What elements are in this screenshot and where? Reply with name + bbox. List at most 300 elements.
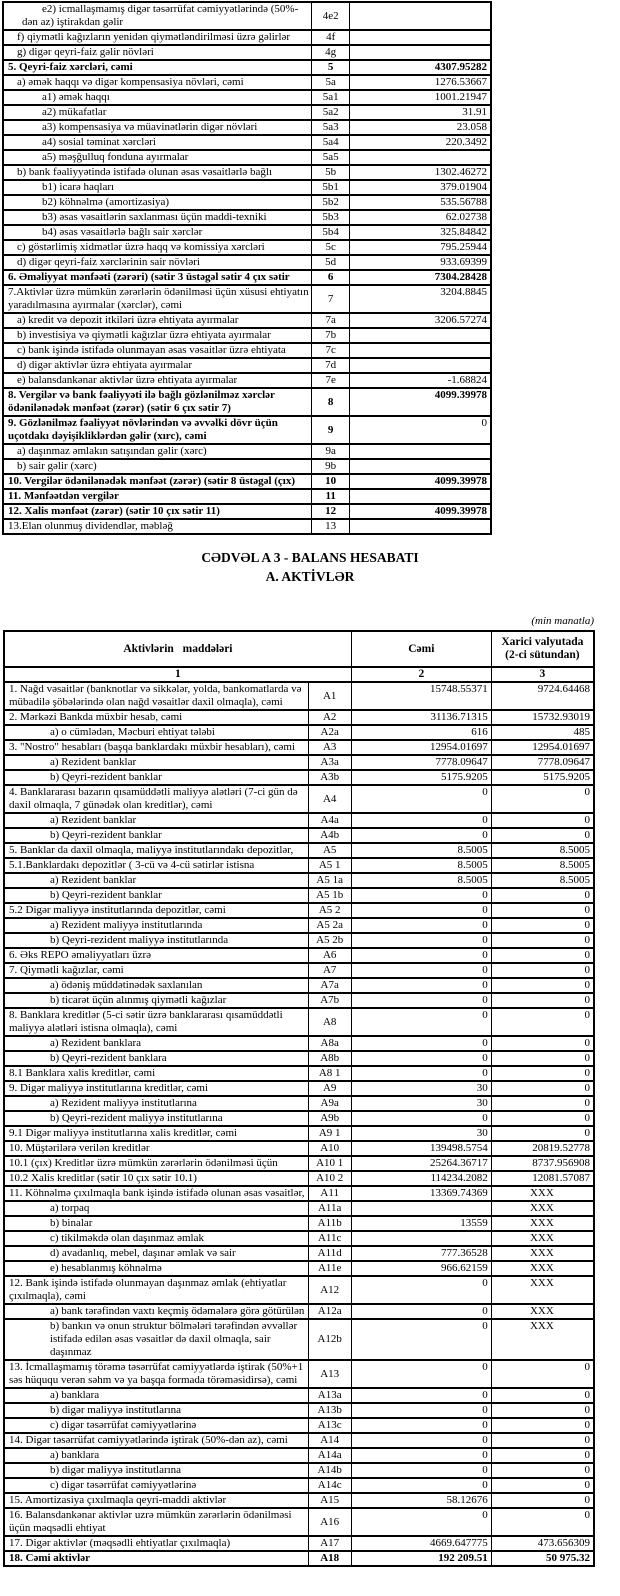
row-value: 62.02738 [350, 210, 491, 225]
row-value-total: 31136.71315 [351, 710, 491, 725]
row-code: 9a [312, 444, 350, 459]
row-value-total: 0 [351, 828, 491, 843]
row-value: 4099.39978 [350, 388, 491, 416]
row-code: 5b3 [312, 210, 350, 225]
row-label: 6. Əməliyyat mənfəəti (zərəri) (sətir 3 üstəgəl sətir 4 çıx sətir [3, 270, 312, 285]
row-value-total: 25264.36717 [351, 1156, 491, 1171]
row-label: 1. Nağd vəsaitlər (banknotlar və sikkələr, yolda, bankomatlarda və mübadilə şöbələrində olan nağd vəsaitlər daxil olmaqla), cəmi [4, 682, 308, 710]
row-code: 7d [312, 358, 350, 373]
row-value-foreign: 7778.09647 [491, 755, 594, 770]
row-label: b) ticarət üçün alınmış qiymətli kağızlar [4, 993, 308, 1008]
row-code: A8b [308, 1051, 351, 1066]
row-value-foreign: 0 [491, 1111, 594, 1126]
row-code: 13 [312, 519, 350, 534]
table-row [4, 1051, 594, 1066]
row-label: 8. Banklara kreditlər (5-ci sətir üzrə banklararası qısamüddətli maliyyə alətləri istisna olmaqla), cəmi [4, 1008, 308, 1036]
row-label: b) Qeyri-rezident maliyyə institutlarında [4, 933, 308, 948]
row-code: 6 [312, 270, 350, 285]
row-code: A8a [308, 1036, 351, 1051]
row-value-total: 0 [351, 1066, 491, 1081]
row-value-foreign: 0 [491, 1360, 594, 1388]
row-value-foreign: 0 [491, 1463, 594, 1478]
row-value-total: 192 209.51 [351, 1551, 491, 1566]
row-code: A7 [308, 963, 351, 978]
row-label: e) balansdankənar aktivlər üzrə ehtiyata ayırmalar [3, 373, 312, 388]
row-value: 0 [350, 416, 491, 444]
row-value-total: 0 [351, 993, 491, 1008]
row-code: 4f [312, 30, 350, 45]
row-label: 10. Müştərilərə verilən kreditlər [4, 1141, 308, 1156]
row-value-total [351, 1201, 491, 1216]
row-value-foreign: 9724.64468 [491, 682, 594, 710]
row-value-total: 4669.647775 [351, 1536, 491, 1551]
row-label: b) digər maliyyə institutlarına [4, 1403, 308, 1418]
row-code: A8 1 [308, 1066, 351, 1081]
row-value-foreign: 0 [491, 1403, 594, 1418]
row-code: A6 [308, 948, 351, 963]
row-code: 5c [312, 240, 350, 255]
table-row [3, 373, 491, 388]
row-label: a) kredit və depozit itkiləri üzrə ehtiyata ayırmalar [3, 313, 312, 328]
row-value-total: 0 [351, 978, 491, 993]
row-label: a) banklara [4, 1448, 308, 1463]
header-foreign: Xarici valyutada (2-ci sütundan) [491, 631, 594, 667]
row-code: A5 1 [308, 858, 351, 873]
row-value: 4099.39978 [350, 504, 491, 519]
row-value: 325.84842 [350, 225, 491, 240]
row-value [350, 343, 491, 358]
row-code: A2a [308, 725, 351, 740]
row-value-total: 0 [351, 1360, 491, 1388]
row-code: A11b [308, 1216, 351, 1231]
table-row [3, 255, 491, 270]
row-code: 5a4 [312, 135, 350, 150]
row-value-foreign: 473.656309 [491, 1536, 594, 1551]
row-label: 5. Qeyri-faiz xərcləri, cəmi [3, 60, 312, 75]
row-value-foreign: XXX [491, 1201, 594, 1216]
row-value-total: 0 [351, 918, 491, 933]
row-value-foreign: XXX [491, 1231, 594, 1246]
table-row [4, 1171, 594, 1186]
row-label: d) digər qeyri-faiz xərclərinin sair növləri [3, 255, 312, 270]
row-value: 795.25944 [350, 240, 491, 255]
row-label: b4) əsas vəsaitlərlə bağlı sair xərclər [3, 225, 312, 240]
table-row [4, 1304, 594, 1319]
row-label: 16. Balansdankənar aktivlər uzrə mümkün zərərlərin ödənilməsi üçün məqsədli ehtiyat [4, 1508, 308, 1536]
row-value-total: 0 [351, 948, 491, 963]
table-row [3, 285, 491, 313]
row-value-foreign: XXX [491, 1261, 594, 1276]
row-value-total: 0 [351, 963, 491, 978]
row-value-foreign: 12954.01697 [491, 740, 594, 755]
row-label: e2) icmallaşmamış digər təsərrüfat cəmiyyətlərində (50%-dən az) iştirakdan gəlir [3, 2, 312, 30]
row-code: 5a [312, 75, 350, 90]
row-value-total: 0 [351, 1403, 491, 1418]
row-value-foreign: 0 [491, 1008, 594, 1036]
row-code: A9a [308, 1096, 351, 1111]
row-label: 14. Digər təsərrüfat cəmiyyətlərində iştirak (50%-dən az), cəmi [4, 1433, 308, 1448]
row-label: 7.Aktivlər üzrə mümkün zərərlərin ödənilməsi üçün xüsusi ehtiyatın yaradılmasına ayırmalar (xərclər), cəmi [3, 285, 312, 313]
row-value-total: 0 [351, 1508, 491, 1536]
row-code: A4a [308, 813, 351, 828]
row-label: b) investisiya və qiymətli kağızlar üzrə ehtiyata ayırmalar [3, 328, 312, 343]
row-code: A13 [308, 1360, 351, 1388]
table-row [4, 1156, 594, 1171]
table-row [4, 828, 594, 843]
row-code: A15 [308, 1493, 351, 1508]
income-statement-table [2, 1, 492, 535]
table-row [4, 978, 594, 993]
table-row [4, 1111, 594, 1126]
row-label: 5. Banklar da daxil olmaqla, maliyyə institutlarındakı depozitlər, [4, 843, 308, 858]
row-code: A14 [308, 1433, 351, 1448]
table-row [4, 1096, 594, 1111]
row-value-foreign: 0 [491, 1433, 594, 1448]
row-code: 5 [312, 60, 350, 75]
row-value-foreign: 0 [491, 1066, 594, 1081]
table-row [4, 1493, 594, 1508]
row-value-foreign: 50 975.32 [491, 1551, 594, 1566]
row-code: A7b [308, 993, 351, 1008]
row-label: b) Qeyri-rezident maliyyə institutlarına [4, 1111, 308, 1126]
row-value-total: 0 [351, 1448, 491, 1463]
row-value: 933.69399 [350, 255, 491, 270]
row-value-total: 0 [351, 1463, 491, 1478]
table-row [4, 1551, 594, 1566]
row-code: A5 [308, 843, 351, 858]
row-code: 7 [312, 285, 350, 313]
table-row [4, 1231, 594, 1246]
row-code: 5a3 [312, 120, 350, 135]
header-items: Aktivlərin maddələri [4, 631, 351, 667]
row-code: A14c [308, 1478, 351, 1493]
table-row [3, 270, 491, 285]
row-value-foreign: 0 [491, 1096, 594, 1111]
row-value-total: 616 [351, 725, 491, 740]
row-value-total: 8.5005 [351, 873, 491, 888]
row-value-foreign: 0 [491, 1126, 594, 1141]
row-label: a) Rezident maliyyə institutlarında [4, 918, 308, 933]
row-value-foreign: 0 [491, 1493, 594, 1508]
row-value-total: 13369.74369 [351, 1186, 491, 1201]
table-row [4, 725, 594, 740]
row-code: 4g [312, 45, 350, 60]
table-row [4, 1319, 594, 1360]
row-code: A13b [308, 1403, 351, 1418]
row-label: 12. Xalis mənfəət (zərər) (sətir 10 çıx sətir 11) [3, 504, 312, 519]
row-code: A11c [308, 1231, 351, 1246]
table-row [4, 918, 594, 933]
row-label: a) Rezident maliyyə institutlarına [4, 1096, 308, 1111]
row-code: A16 [308, 1508, 351, 1536]
table-row [4, 1360, 594, 1388]
row-value: 379.01904 [350, 180, 491, 195]
row-label: a) o cümlədən, Məcburi ehtiyat tələbi [4, 725, 308, 740]
row-label: 2. Mərkəzi Bankda müxbir hesab, cəmi [4, 710, 308, 725]
row-code: 5b [312, 165, 350, 180]
table-row [3, 30, 491, 45]
row-label: a2) mükafatlar [3, 105, 312, 120]
row-code: 8 [312, 388, 350, 416]
table-row [4, 755, 594, 770]
row-code: A10 1 [308, 1156, 351, 1171]
table-row [4, 1403, 594, 1418]
table-row [3, 328, 491, 343]
row-label: 13.Elan olunmuş dividendlər, məbləğ [3, 519, 312, 534]
row-label: c) bank işində istifadə olunmayan əsas vəsaitlər üzrə ehtiyata [3, 343, 312, 358]
column-number-2: 2 [351, 667, 491, 682]
table-row [4, 1276, 594, 1304]
row-code: 5b4 [312, 225, 350, 240]
units-note: (min manatla) [531, 615, 594, 627]
row-label: 11. Mənfəətdən vergilər [3, 489, 312, 504]
table-row [4, 888, 594, 903]
row-value-foreign: 0 [491, 948, 594, 963]
row-value-foreign: 0 [491, 1081, 594, 1096]
table-row [3, 2, 491, 30]
row-code: 5a5 [312, 150, 350, 165]
table-row [4, 858, 594, 873]
row-value-total: 0 [351, 1036, 491, 1051]
section-title-line2: A. AKTİVLƏR [265, 569, 355, 584]
row-value-total: 13559 [351, 1216, 491, 1231]
row-value-foreign: 0 [491, 1051, 594, 1066]
column-number-row [4, 667, 594, 682]
row-label: c) digər təsərrüfat cəmiyyətlərinə [4, 1418, 308, 1433]
row-label: 9.1 Digər maliyyə institutlarına xalis kreditlər, cəmi [4, 1126, 308, 1141]
row-code: A3b [308, 770, 351, 785]
row-value-total: 30 [351, 1096, 491, 1111]
row-value-foreign: XXX [491, 1304, 594, 1319]
table-row [3, 225, 491, 240]
row-label: b) binalar [4, 1216, 308, 1231]
row-value-foreign: 0 [491, 978, 594, 993]
row-label: c) göstərlimiş xidmətlər üzrə haqq və komissiya xərcləri [3, 240, 312, 255]
table-row [4, 963, 594, 978]
table-row [3, 343, 491, 358]
row-code: 5a1 [312, 90, 350, 105]
table-row [4, 948, 594, 963]
row-label: a) daşınmaz əmlakın satışından gəlir (xərc) [3, 444, 312, 459]
row-label: b) bank fəaliyyətində istifadə olunan əsas vəsaitlərlə bağlı [3, 165, 312, 180]
row-label: b) Qeyri-rezident banklar [4, 888, 308, 903]
row-value-total: 0 [351, 933, 491, 948]
table-row [4, 873, 594, 888]
row-value-total: 0 [351, 1276, 491, 1304]
row-value-total: 0 [351, 888, 491, 903]
row-label: d) digər aktivlər üzrə ehtiyata ayırmalar [3, 358, 312, 373]
row-label: b) Qeyri-rezident banklar [4, 828, 308, 843]
row-value: 535.56788 [350, 195, 491, 210]
row-value-total: 0 [351, 1051, 491, 1066]
row-label: b) Qeyri-rezident banklar [4, 770, 308, 785]
row-code: A9b [308, 1111, 351, 1126]
row-value-foreign: 5175.9205 [491, 770, 594, 785]
row-value-total: 30 [351, 1081, 491, 1096]
income-table-body [3, 2, 491, 534]
row-label: 11. Köhnəlmə çıxılmaqla bank işində istifadə olunan əsas vəsaitlər, [4, 1186, 308, 1201]
table-row [4, 1008, 594, 1036]
row-label: 10.1 (çıx) Kreditlər üzrə mümkün zərərlərin ödənilməsi üçün [4, 1156, 308, 1171]
row-value-total: 0 [351, 813, 491, 828]
row-value-total: 12954.01697 [351, 740, 491, 755]
table-row [3, 489, 491, 504]
row-label: 4. Banklararası bazarın qısamüddətli maliyyə alətləri (7-ci gün də daxil olmaqla, 7 günədək olan kreditlər), cəmi [4, 785, 308, 813]
assets-table-body [4, 682, 594, 1566]
row-value-foreign: 20819.52778 [491, 1141, 594, 1156]
row-value-total: 58.12676 [351, 1493, 491, 1508]
row-code: A12 [308, 1276, 351, 1304]
row-label: 7. Qiymətli kağızlar, cəmi [4, 963, 308, 978]
row-value-foreign: 0 [491, 888, 594, 903]
table-row [3, 444, 491, 459]
row-code: 12 [312, 504, 350, 519]
table-row [4, 785, 594, 813]
table-row [4, 1463, 594, 1478]
row-label: g) digər qeyri-faiz gəlir növləri [3, 45, 312, 60]
row-label: a) banklara [4, 1388, 308, 1403]
table-row [4, 1216, 594, 1231]
row-value-foreign: 8.5005 [491, 858, 594, 873]
table-row [4, 1388, 594, 1403]
row-value-foreign: 8.5005 [491, 843, 594, 858]
row-label: 8. Vergilər və bank fəaliyyəti ilə bağlı gözlənilməz xərclər ödənilənədək mənfəət (zərər) (sətir 6 çıx sətir 7) [3, 388, 312, 416]
row-label: a3) kompensasiya və müavinətlərin digər növləri [3, 120, 312, 135]
table-row [4, 1126, 594, 1141]
row-value-total: 777.36528 [351, 1246, 491, 1261]
row-label: b) sair gəlir (xərc) [3, 459, 312, 474]
row-code: 11 [312, 489, 350, 504]
row-code: 5d [312, 255, 350, 270]
row-value-foreign: 0 [491, 903, 594, 918]
row-value-total: 0 [351, 1478, 491, 1493]
row-value: 1001.21947 [350, 90, 491, 105]
table-row [4, 1433, 594, 1448]
row-code: A11e [308, 1261, 351, 1276]
row-label: 18. Cəmi aktivlər [4, 1551, 308, 1566]
row-value [350, 444, 491, 459]
row-value-foreign: 0 [491, 813, 594, 828]
row-label: 10.2 Xalis kreditlər (sətir 10 çıx sətir 10.1) [4, 1171, 308, 1186]
row-code: 9 [312, 416, 350, 444]
row-value-total: 0 [351, 1388, 491, 1403]
row-code: A8 [308, 1008, 351, 1036]
row-value-foreign: XXX [491, 1186, 594, 1201]
table-row [3, 135, 491, 150]
row-value-foreign: 8.5005 [491, 873, 594, 888]
row-code: 7b [312, 328, 350, 343]
row-code: A9 [308, 1081, 351, 1096]
row-value-total: 0 [351, 785, 491, 813]
row-value-foreign: 8737.956908 [491, 1156, 594, 1171]
table-row [4, 933, 594, 948]
row-label: a) Rezident banklar [4, 873, 308, 888]
row-value-foreign: XXX [491, 1319, 594, 1360]
row-value-foreign: 0 [491, 963, 594, 978]
row-value-total: 966.62159 [351, 1261, 491, 1276]
row-label: e) hesablanmış köhnəlmə [4, 1261, 308, 1276]
row-value: -1.68824 [350, 373, 491, 388]
row-value-foreign: 0 [491, 1448, 594, 1463]
row-code: A11 [308, 1186, 351, 1201]
row-value: 1302.46272 [350, 165, 491, 180]
table-row [3, 416, 491, 444]
row-value-foreign: 0 [491, 918, 594, 933]
section-title [0, 548, 620, 586]
row-code: A10 [308, 1141, 351, 1156]
row-label: 3. "Nostro" hesabları (başqa banklardakı müxbir hesabları), cəmi [4, 740, 308, 755]
row-label: a) torpaq [4, 1201, 308, 1216]
row-label: 6. Əks REPO əməliyyatları üzrə [4, 948, 308, 963]
row-value-foreign: 0 [491, 1418, 594, 1433]
row-code: A5 1a [308, 873, 351, 888]
row-value-total: 0 [351, 903, 491, 918]
row-value-total: 0 [351, 1111, 491, 1126]
row-value [350, 459, 491, 474]
table-row [4, 843, 594, 858]
row-value-foreign: 485 [491, 725, 594, 740]
row-code: A7a [308, 978, 351, 993]
row-code: A13a [308, 1388, 351, 1403]
table-row [3, 45, 491, 60]
row-label: 5.1.Banklardakı depozitlər ( 3-cü və 4-cü sətirlər istisna [4, 858, 308, 873]
row-value: 31.91 [350, 105, 491, 120]
table-row [4, 1141, 594, 1156]
row-label: d) avadanlıq, mebel, daşınar əmlak və sair [4, 1246, 308, 1261]
table-row [3, 240, 491, 255]
table-row [3, 120, 491, 135]
assets-table-header [4, 631, 594, 682]
row-label: c) digər təsərrüfat cəmiyyətlərinə [4, 1478, 308, 1493]
row-label: 12. Bank işində istifadə olunmayan daşınmaz əmlak (ehtiyatlar çıxılmaqla), cəmi [4, 1276, 308, 1304]
row-value-foreign: 0 [491, 1508, 594, 1536]
row-value-foreign: 0 [491, 1478, 594, 1493]
row-value-total: 139498.5754 [351, 1141, 491, 1156]
table-row [3, 388, 491, 416]
row-label: a1) əmək haqqı [3, 90, 312, 105]
row-value [350, 2, 491, 30]
row-label: 17. Digər aktivlər (məqsədli ehtiyatlar çıxılmaqla) [4, 1536, 308, 1551]
table-row [4, 682, 594, 710]
row-code: A12b [308, 1319, 351, 1360]
row-value-foreign: 0 [491, 828, 594, 843]
row-value-foreign: 0 [491, 993, 594, 1008]
column-number-1: 1 [4, 667, 351, 682]
row-code: 5a2 [312, 105, 350, 120]
row-value [350, 328, 491, 343]
row-value-total: 30 [351, 1126, 491, 1141]
row-value: 4099.39978 [350, 474, 491, 489]
row-label: 10. Vergilər ödənilənədək mənfəət (zərər) (sətir 8 üstəgəl (çıx) [3, 474, 312, 489]
section-title-line1: CƏDVƏL A 3 - BALANS HESABATI [201, 550, 419, 565]
row-code: A2 [308, 710, 351, 725]
row-label: 13. İcmallaşmamış törəmə təsərrüfat cəmiyyətlərdə iştirak (50%+1 səs hüququ verən səhm və ya başqa formada törəməsidirsə), cəmi [4, 1360, 308, 1388]
row-label: b) Qeyri-rezident banklara [4, 1051, 308, 1066]
row-value-foreign: 0 [491, 933, 594, 948]
row-code: A5 2 [308, 903, 351, 918]
row-value-foreign: XXX [491, 1246, 594, 1261]
table-row [3, 519, 491, 534]
row-value-total: 8.5005 [351, 843, 491, 858]
row-code: A9 1 [308, 1126, 351, 1141]
table-row [3, 313, 491, 328]
row-label: a) Rezident banklara [4, 1036, 308, 1051]
row-code: A1 [308, 682, 351, 710]
row-value-total: 0 [351, 1304, 491, 1319]
row-value: 220.3492 [350, 135, 491, 150]
row-label: a) ödəniş müddətinədək saxlanılan [4, 978, 308, 993]
row-value-total: 0 [351, 1418, 491, 1433]
